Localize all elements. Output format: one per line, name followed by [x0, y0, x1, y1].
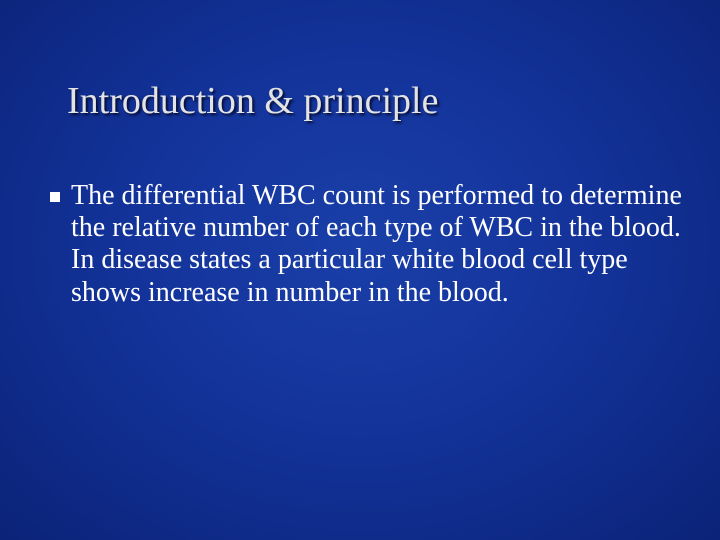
bullet-text: The differential WBC count is performed to determine the relative number of each type of WBC in the blood. In disease states a particular white blood cell type shows increase in number in the blood.	[71, 180, 682, 308]
slide-title: Introduction & principle	[67, 80, 439, 122]
square-bullet-icon	[50, 192, 60, 202]
